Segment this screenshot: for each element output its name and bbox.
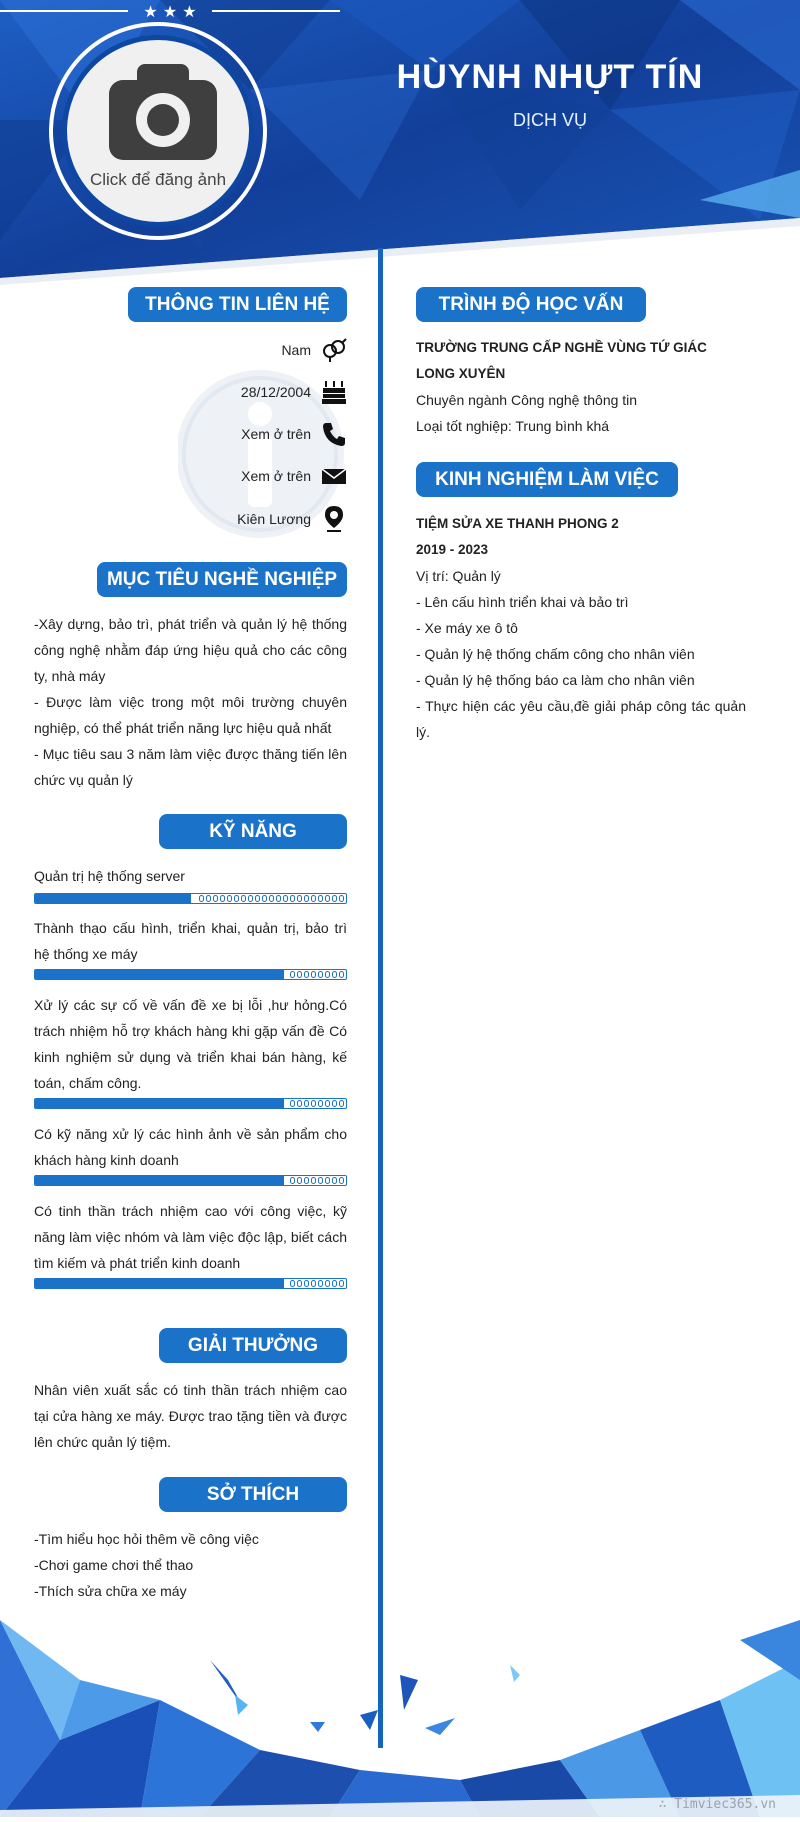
objective-line: -Xây dựng, bảo trì, phát triển và quản lý hệ thống công nghệ nhằm đáp ứng hiệu quả cho các công ty, nhà máy [34,616,347,684]
column-divider [378,248,383,1748]
svg-text:★ ★ ★: ★ ★ ★ [143,2,197,21]
email-value[interactable]: Xem ở trên [241,468,311,484]
location-pin-icon [321,505,347,533]
experience-line: - Quản lý hệ thống chấm công cho nhân viên [416,646,695,662]
objective-line: - Mục tiêu sau 3 năm làm việc được thăng tiến lên chức vụ quản lý [34,746,347,788]
contact-birthday [241,379,347,405]
skill-name[interactable]: Thành thạo cấu hình, triển khai, quản trị, bảo trì hệ thống xe máy [34,920,347,962]
hobby-item: -Chơi game chơi thể thao [34,1557,194,1573]
work-period: 2019 - 2023 [416,542,489,557]
education-section-title: TRÌNH ĐỘ HỌC VẤN [416,287,646,322]
experience-line: - Thực hiện các yêu cầu,đề giải pháp công tác quản lý. [416,698,746,740]
experience-line: - Lên cấu hình triển khai và bảo trì [416,594,629,610]
skill-progress-bar [34,1175,347,1186]
contact-list [34,337,347,537]
contact-address [237,505,347,533]
skill-name[interactable]: Có tinh thần trách nhiệm cao với công việc, kỹ năng làm việc nhóm và làm việc độc lập, biết cách tìm kiếm và phát triển kinh doanh [34,1203,347,1271]
gender-icon [321,337,347,363]
experience-section-title: KINH NGHIỆM LÀM VIỆC [416,462,678,497]
objective-section-title: MỤC TIÊU NGHỀ NGHIỆP [97,562,347,597]
awards-section-title: GIẢI THƯỞNG [159,1328,347,1363]
skill-progress-bar [34,893,347,904]
phone-value[interactable]: Xem ở trên [241,426,311,442]
work-position: Vị trí: Quản lý [416,568,501,584]
birthday-value[interactable]: 28/12/2004 [240,384,311,400]
company-name: TIỆM SỬA XE THANH PHONG 2 [416,516,619,531]
camera-icon [107,62,219,162]
objective-text[interactable] [34,611,347,793]
skill-progress-bar [34,969,347,980]
avatar-upload[interactable] [62,35,254,227]
contact-phone [241,421,347,447]
address-value[interactable]: Kiên Lương [237,511,311,527]
cake-icon [321,379,347,405]
experience-line: - Xe máy xe ô tô [416,620,518,636]
phone-icon [321,421,347,447]
contact-email [241,463,347,489]
experience-line: - Quản lý hệ thống báo ca làm cho nhân viên [416,672,695,688]
education-grade: Loại tốt nghiệp: Trung bình khá [416,418,610,434]
contact-section-title: THÔNG TIN LIÊN HỆ [128,287,347,322]
hobbies-text[interactable] [34,1526,347,1604]
contact-gender [281,337,347,363]
footer-banner [0,1620,800,1817]
education-block[interactable] [416,335,746,439]
skill-progress-bar [34,1098,347,1109]
avatar-caption: Click để đăng ảnh [89,170,227,189]
experience-block[interactable] [416,511,746,745]
awards-text[interactable]: Nhân viên xuất sắc có tinh thần trách nhiệm cao tại cửa hàng xe máy. Được trao tặng tiền và được lên chức quản lý tiệm. [34,1382,347,1450]
skill-name[interactable]: Xử lý các sự cố về vấn đề xe bị lỗi ,hư hỏng.Có trách nhiệm hỗ trợ khách hàng khi gặp vấn đề Có kinh nghiệm sử dụng và triển khai bán hàng, kế toán, chấm công. [34,997,347,1091]
gender-value[interactable]: Nam [281,342,311,358]
hobby-item: -Thích sửa chữa xe máy [34,1583,187,1599]
site-watermark: ∴ Timviec365.vn [658,1797,776,1812]
job-title[interactable]: DỊCH VỤ [512,110,587,130]
skills-section-title: KỸ NĂNG [159,814,347,849]
education-major: Chuyên ngành Công nghệ thông tin [416,392,638,408]
skill-progress-bar [34,1278,347,1289]
candidate-name[interactable]: HÙYNH NHỰT TÍN [396,58,704,96]
hobby-item: -Tìm hiểu học hỏi thêm về công việc [34,1531,259,1547]
header-banner [0,0,800,290]
hobbies-section-title: SỞ THÍCH [159,1477,347,1512]
footer-background [0,1620,800,1817]
skill-name[interactable]: Quản trị hệ thống server [34,868,185,884]
stars-divider [0,0,340,22]
school-name: TRƯỜNG TRUNG CẤP NGHỀ VÙNG TỨ GIÁC LONG XUYÊN [416,340,707,381]
objective-line: - Được làm việc trong một môi trường chuyên nghiệp, có thể phát triển năng lực hiệu quả nhất [34,694,347,736]
envelope-icon [321,463,347,489]
skill-name[interactable]: Có kỹ năng xử lý các hình ảnh về sản phẩm cho khách hàng kinh doanh [34,1126,347,1168]
